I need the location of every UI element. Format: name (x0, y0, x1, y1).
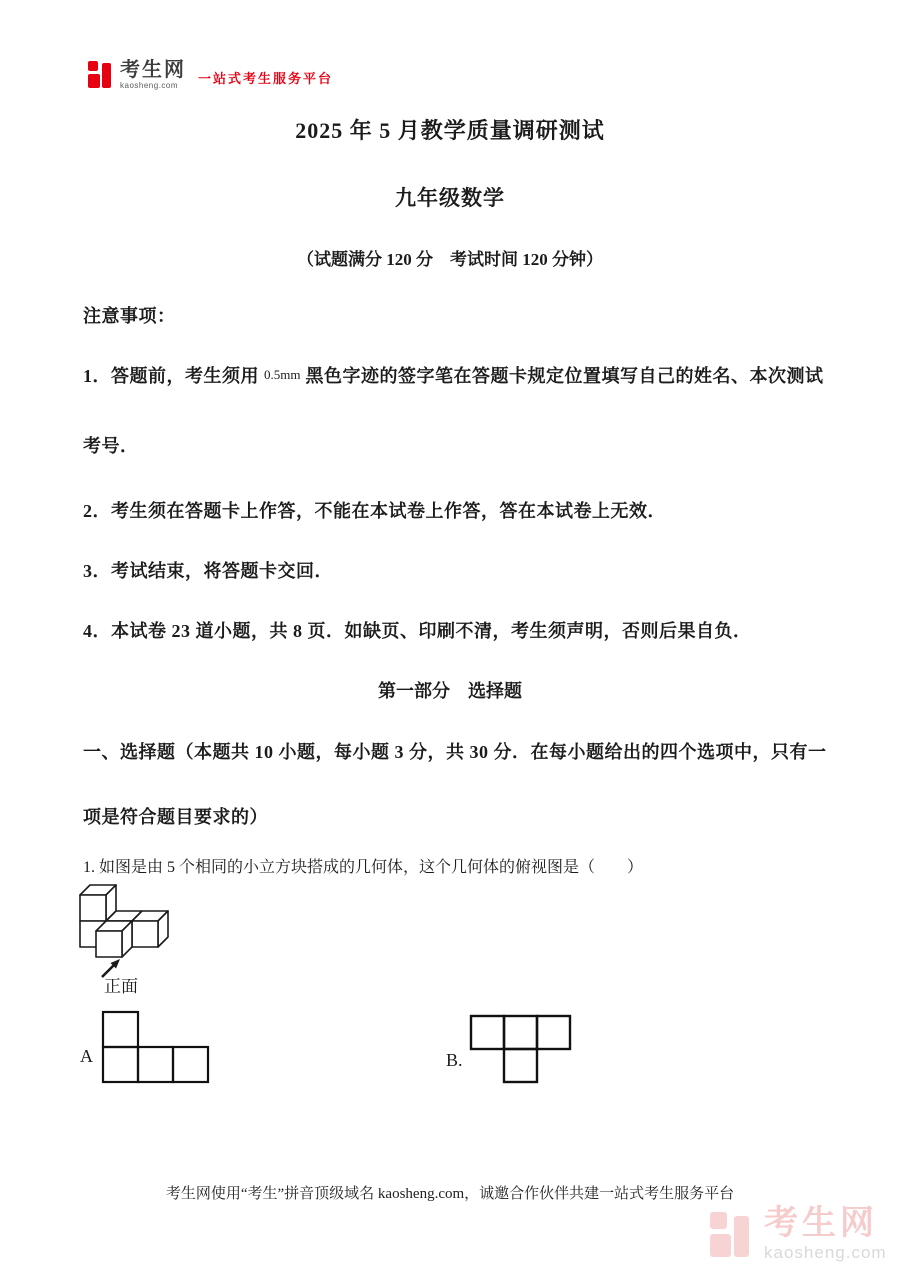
notice-item-2: 2．考生须在答题卡上作答，不能在本试卷上作答，答在本试卷上无效． (83, 501, 666, 521)
choice-instruction-line2: 项是符合题目要求的） (83, 807, 268, 827)
notice-item-3: 3．考试结束，将答题卡交回． (83, 561, 333, 581)
watermark-logo-icon (710, 1210, 756, 1260)
part-title: 第一部分 选择题 (378, 681, 522, 701)
logo-domain: kaosheng.com (120, 81, 179, 90)
notice-item-1-measure: 0.5mm (264, 367, 301, 382)
logo-brand-name: 考生网 (120, 59, 186, 81)
watermark-text (764, 1206, 887, 1261)
notice-item-1-continued: 考号． (83, 436, 139, 456)
footer-text: 考生网使用“考生”拼音顶级域名 kaosheng.com，诚邀合作伙伴共建一站式考生服务平台 (165, 1186, 735, 1202)
paper-score-time: （试题满分 120 分 考试时间 120 分钟） (297, 250, 603, 269)
logo-block (88, 74, 100, 88)
grid-square (471, 1016, 504, 1049)
watermark-domain: kaosheng.com (764, 1243, 887, 1262)
question-1-cube-figure (74, 880, 194, 980)
notice-item-1 (83, 362, 824, 388)
option-b-label: B. (446, 1050, 463, 1070)
watermark-brand: 考生网 (764, 1204, 878, 1242)
watermark-block (710, 1234, 731, 1257)
grid-square (103, 1012, 138, 1047)
cube-face (80, 895, 106, 921)
option-b-figure (469, 1014, 573, 1086)
logo-block (88, 61, 98, 71)
logo-block (102, 63, 111, 88)
watermark-block (734, 1216, 749, 1257)
watermark-block (710, 1212, 727, 1229)
notice-item-1-prefix: 1．答题前，考生须用 (83, 366, 264, 386)
paper-subject: 九年级数学 (395, 186, 505, 210)
grid-square (103, 1047, 138, 1082)
grid-square (537, 1016, 570, 1049)
watermark-logo (710, 1206, 887, 1261)
choice-instruction-line1: 一、选择题（本题共 10 小题，每小题 3 分，共 30 分．在每小题给出的四个选项中，只有一 (83, 742, 827, 762)
logo-text (120, 60, 186, 90)
paper-title: 2025 年 5 月教学质量调研测试 (295, 118, 605, 143)
option-a-label: A (80, 1046, 93, 1066)
notice-heading: 注意事项： (83, 306, 176, 326)
cube-face (132, 921, 158, 947)
logo-tagline: 一站式考生服务平台 (198, 71, 334, 86)
grid-square (504, 1049, 537, 1082)
grid-square (504, 1016, 537, 1049)
question-1-text: 1. 如图是由 5 个相同的小立方块搭成的几何体，这个几何体的俯视图是（ ） (83, 859, 644, 876)
notice-item-1-suffix: 黑色字迹的签字笔在答题卡规定位置填写自己的姓名、本次测试 (300, 366, 824, 386)
option-a-figure (101, 1010, 211, 1086)
grid-square (138, 1047, 173, 1082)
site-logo (88, 60, 333, 90)
front-face-label: 正面 (104, 977, 138, 996)
cube-face (96, 931, 122, 957)
grid-square (173, 1047, 208, 1082)
notice-item-4: 4．本试卷 23 道小题，共 8 页．如缺页、印刷不清，考生须声明，否则后果自负． (83, 621, 752, 641)
kaosheng-logo-icon (88, 60, 114, 90)
